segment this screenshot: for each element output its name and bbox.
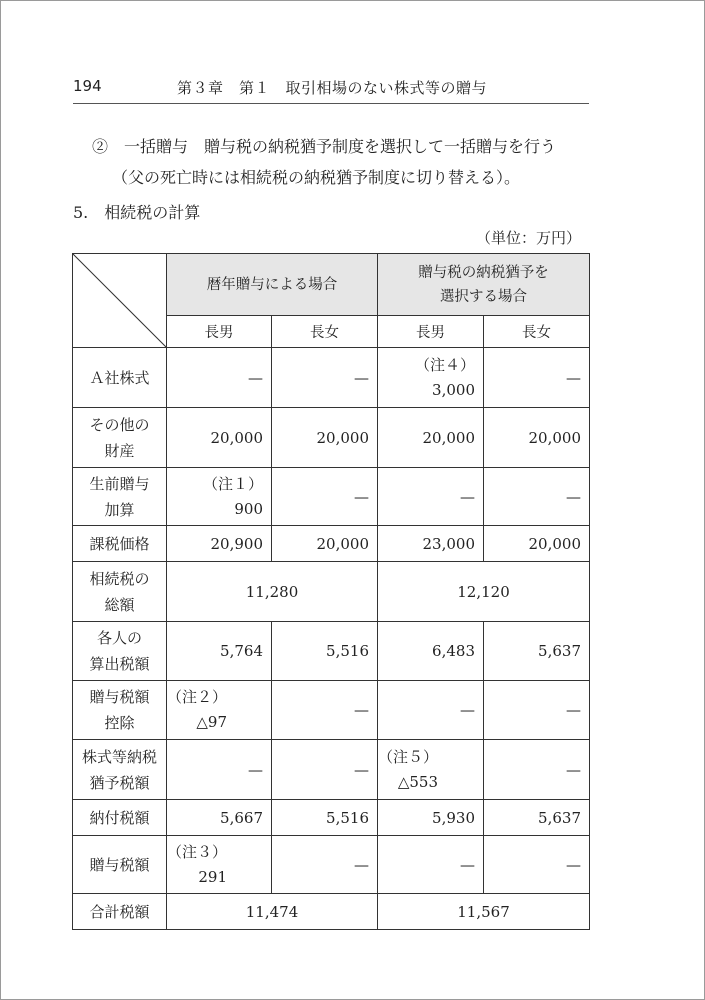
table-cell: — (272, 348, 378, 408)
row-label: 納付税額 (73, 800, 167, 836)
row-label: 贈与税額 (73, 836, 167, 894)
row-label-line: 算出税額 (89, 655, 150, 673)
inheritance-tax-table (72, 253, 590, 930)
row-label-line: 相続税の (89, 569, 150, 588)
table-cell: 20,900 (167, 526, 272, 562)
row-label-line: 各人の (96, 629, 142, 647)
table-row (73, 740, 590, 800)
row-label-line: 株式等納税 (81, 747, 157, 766)
table-cell: 5,764 (167, 622, 272, 681)
row-label (73, 468, 167, 526)
diagonal-line (73, 254, 167, 348)
col-header-daughter: 長女 (484, 316, 590, 348)
table-cell (378, 348, 484, 408)
table-cell: — (378, 468, 484, 526)
table-header-row (73, 254, 590, 316)
table-cell: — (167, 348, 272, 408)
group-header-deferral-line2: 選択する場合 (440, 288, 527, 305)
row-label: 課税価格 (73, 526, 167, 562)
row-label (73, 740, 167, 800)
table-cell: 6,483 (378, 622, 484, 681)
table-cell: — (272, 681, 378, 740)
table-cell (167, 468, 272, 526)
col-header-daughter: 長女 (272, 316, 378, 348)
row-label-line: 贈与税額 (89, 688, 150, 706)
note-ref: （注１） (202, 474, 263, 493)
cell-value: 291 (198, 867, 228, 886)
table-cell: 20,000 (167, 408, 272, 468)
cell-value: 900 (234, 499, 263, 518)
merged-cell: 11,280 (167, 562, 378, 622)
table-row (73, 622, 590, 681)
unit-label: （単位：万円） (475, 229, 581, 247)
table-cell: 20,000 (378, 408, 484, 468)
table-cell: — (484, 740, 590, 800)
merged-cell: 11,567 (378, 894, 590, 930)
item-line-2: （父の死亡時には相続税の納税猶予制度に切り替える）。 (112, 168, 521, 187)
note-ref: （注４） (414, 355, 475, 374)
table-cell: 5,516 (272, 622, 378, 681)
table-cell: — (484, 348, 590, 408)
table-row (73, 800, 590, 836)
group-header-deferral (378, 254, 590, 316)
table-cell: 20,000 (272, 408, 378, 468)
col-header-son: 長男 (167, 316, 272, 348)
corner-cell (73, 254, 167, 348)
row-label: Ａ社株式 (73, 348, 167, 408)
row-label (73, 408, 167, 468)
table-cell: — (484, 681, 590, 740)
group-header-deferral-line1: 贈与税の納税猶予を (418, 264, 549, 281)
table-cell: — (378, 681, 484, 740)
table-row (73, 836, 590, 894)
table-cell: — (272, 740, 378, 800)
table-row (73, 526, 590, 562)
table-cell: 20,000 (484, 408, 590, 468)
item-line-1: ② 一括贈与 贈与税の納税猶予制度を選択して一括贈与を行う (92, 137, 557, 156)
table-cell: — (484, 836, 590, 894)
table-cell: 20,000 (484, 526, 590, 562)
table-cell (167, 681, 272, 740)
table-cell: — (167, 740, 272, 800)
row-label-line: 猶予税額 (89, 773, 150, 792)
table-row (73, 894, 590, 930)
table-cell: 5,637 (484, 622, 590, 681)
running-header (73, 73, 589, 104)
table-cell: 20,000 (272, 526, 378, 562)
row-label: 合計税額 (73, 894, 167, 930)
row-label-line: 加算 (104, 500, 135, 519)
table-cell: 5,516 (272, 800, 378, 836)
merged-cell: 12,120 (378, 562, 590, 622)
table-cell: — (484, 468, 590, 526)
table-cell: 23,000 (378, 526, 484, 562)
row-label-line: 財産 (104, 441, 135, 460)
row-label (73, 681, 167, 740)
row-label-line: その他の (89, 415, 150, 434)
table-row (73, 408, 590, 468)
note-ref: （注５） (378, 747, 439, 766)
note-ref: （注２） (167, 688, 228, 706)
row-label-line: 控除 (104, 714, 135, 732)
section-heading: 5. 相続税の計算 (73, 203, 201, 222)
running-title: 第３章 第１ 取引相場のない株式等の贈与 (177, 79, 488, 97)
group-header-annual: 暦年贈与による場合 (167, 254, 378, 316)
row-label (73, 562, 167, 622)
table-cell (167, 836, 272, 894)
table-cell: 5,637 (484, 800, 590, 836)
col-header-son: 長男 (378, 316, 484, 348)
table-cell: — (272, 468, 378, 526)
table-cell: — (272, 836, 378, 894)
table-row (73, 562, 590, 622)
row-label-line: 生前贈与 (89, 474, 150, 493)
page-number: 194 (73, 77, 102, 95)
cell-value: △553 (397, 772, 439, 791)
note-ref: （注３） (167, 842, 228, 861)
table-cell: 5,667 (167, 800, 272, 836)
row-label (73, 622, 167, 681)
table-cell: — (378, 836, 484, 894)
table-row (73, 681, 590, 740)
row-label-line: 総額 (104, 595, 135, 614)
cell-value: 3,000 (432, 380, 475, 399)
table-row (73, 468, 590, 526)
table-cell: 5,930 (378, 800, 484, 836)
merged-cell: 11,474 (167, 894, 378, 930)
cell-value: △97 (196, 713, 228, 731)
table-cell (378, 740, 484, 800)
table-row (73, 348, 590, 408)
